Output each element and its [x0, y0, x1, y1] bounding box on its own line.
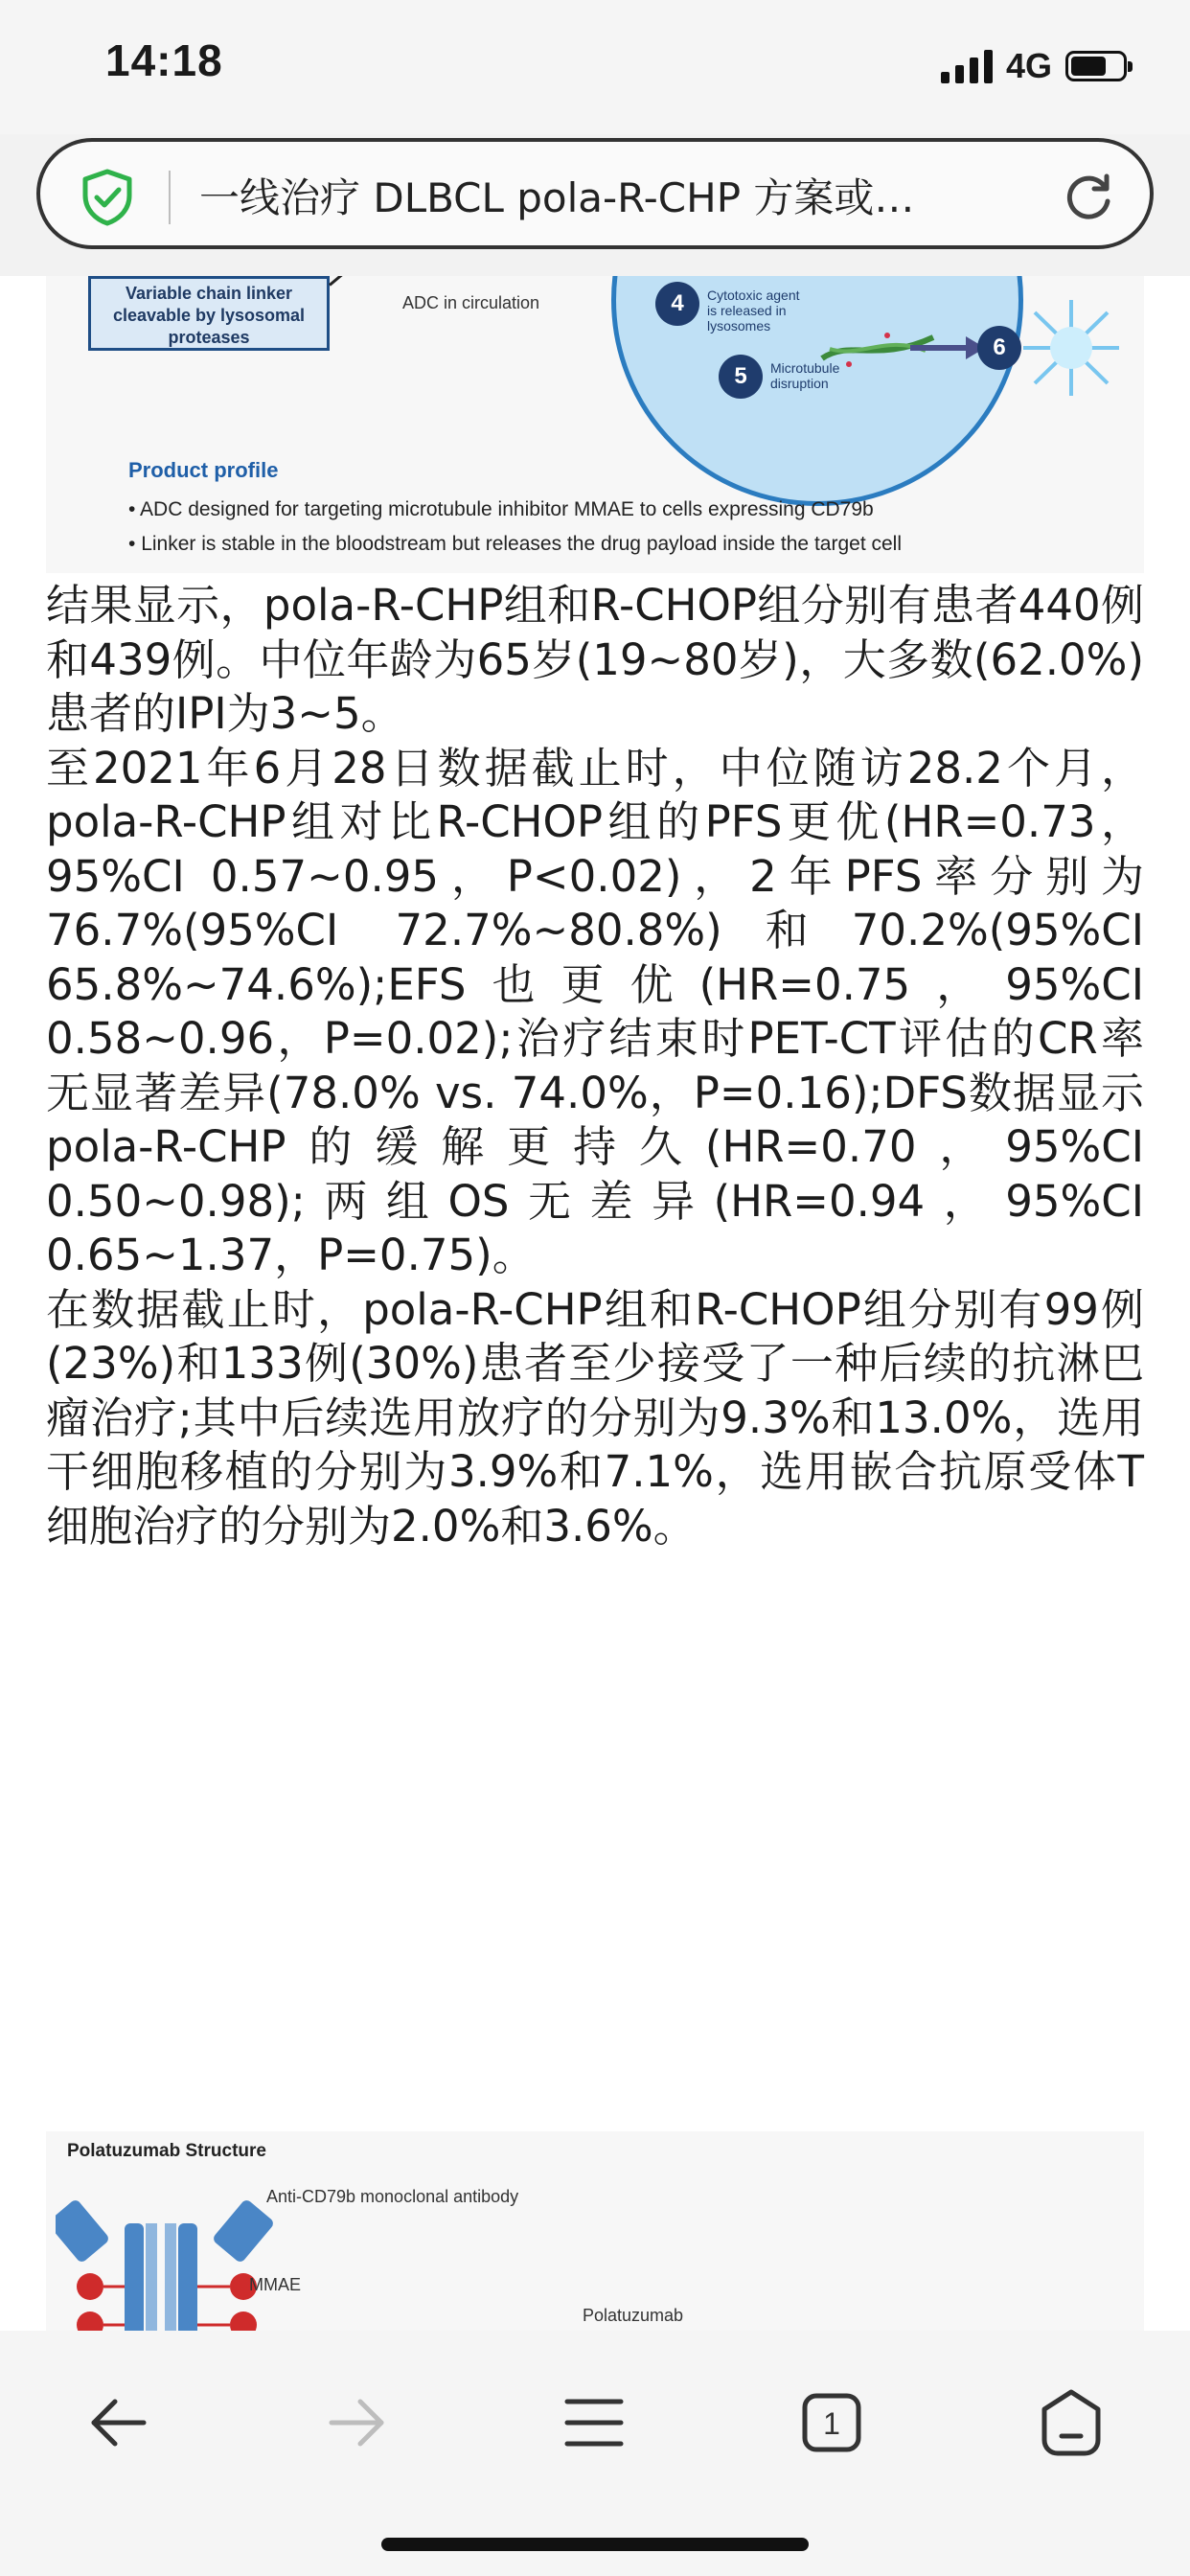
forward-arrow-icon[interactable]: [318, 2384, 395, 2461]
article-body: [46, 579, 1144, 1553]
polatuzumab-structure-figure: [46, 2131, 1144, 2331]
polatuzumab-label: Polatuzumab: [583, 2306, 684, 2325]
linker-label: Variable chain linker cleavable by lysosomal proteases: [88, 276, 330, 351]
figure-title: Polatuzumab Structure: [67, 2141, 266, 2161]
address-bar[interactable]: [36, 138, 1154, 249]
home-indicator[interactable]: [381, 2538, 809, 2551]
status-time: 14:18: [105, 35, 223, 85]
adc-mechanism-figure: [46, 276, 1144, 573]
menu-button[interactable]: [556, 2384, 632, 2461]
shield-check-icon[interactable]: [80, 169, 134, 226]
address-divider: [169, 171, 171, 224]
menu-icon[interactable]: [556, 2384, 632, 2461]
step-6-marker: 6: [977, 326, 1021, 370]
tab-count: 1: [823, 2406, 840, 2441]
product-profile-title: Product profile: [128, 458, 279, 482]
tabs-icon[interactable]: [793, 2384, 870, 2461]
mmae-label: MMAE: [249, 2275, 301, 2294]
step-4-label: Cytotoxic agent is released in lysosomes: [707, 288, 800, 334]
signal-icon: [941, 49, 993, 83]
battery-icon: [1065, 51, 1127, 81]
step-5-marker: 5: [719, 355, 763, 399]
cell-death-burst-icon: [1014, 295, 1129, 401]
home-button[interactable]: [1033, 2384, 1110, 2461]
bottom-toolbar: [0, 2331, 1190, 2576]
antibody-diagram: [56, 2166, 276, 2331]
step-4-marker: 4: [655, 282, 699, 326]
adc-circulation-label: ADC in circulation: [402, 293, 540, 312]
step-5-label: Microtubule disruption: [770, 360, 840, 391]
article-paragraph: 结果显示，pola-R-CHP组和R-CHOP组分别有患者440例和439例。中位年龄为65岁(19~80岁)，大多数(62.0%)患者的IPI为3~5。: [46, 580, 1144, 739]
back-button[interactable]: [80, 2384, 157, 2461]
status-indicators: [941, 46, 1127, 86]
linker-pointer: [329, 276, 375, 287]
article-paragraph: 至2021年6月28日数据截止时，中位随访28.2个月，pola-R-CHP组对比R-CHOP组的PFS更优(HR=0.73，95%CI 0.57~0.95，P<0.02)，2年PFS率分别为76.7%(95%CI 72.7%~80.8%)和70.2%(95%CI 65.8%~74.6%);EFS也更优(HR=0.75，95%CI 0.58~0.96，P=0.02);治疗结束时PET-CT评估的CR率无显著差异(78.0% vs. 74.0%，P=0.16);DFS数据显示pola-R-CHP的缓解更持久(HR=0.70，95%CI 0.50~0.98);两组OS无差异(HR=0.94，95%CI 0.65~1.37，P=0.75)。: [46, 742, 1144, 1280]
status-bar: [0, 0, 1190, 134]
profile-bullet: • Linker is stable in the bloodstream but releases the drug payload inside the target cell: [128, 533, 902, 555]
antibody-label: Anti-CD79b monoclonal antibody: [266, 2187, 519, 2206]
page-content[interactable]: [0, 276, 1190, 2331]
profile-bullet: • ADC designed for targeting microtubule inhibitor MMAE to cells expressing CD79b: [128, 498, 874, 520]
arrow-icon: [910, 334, 987, 362]
back-arrow-icon[interactable]: [80, 2384, 157, 2461]
home-icon[interactable]: [1033, 2384, 1110, 2461]
article-paragraph: 在数据截止时，pola-R-CHP组和R-CHOP组分别有99例(23%)和133例(30%)患者至少接受了一种后续的抗淋巴瘤治疗;其中后续选用放疗的分别为9.3%和13.0%，选用干细胞移植的分别为3.9%和7.1%，选用嵌合抗原受体T细胞治疗的分别为2.0%和3.6%。: [46, 1283, 1144, 1552]
tabs-button[interactable]: [793, 2384, 870, 2461]
network-label: 4G: [1005, 46, 1052, 85]
forward-button[interactable]: [318, 2384, 395, 2461]
page-title[interactable]: 一线治疗 DLBCL pola-R-CHP 方案或…: [199, 174, 915, 221]
reload-icon[interactable]: [1062, 171, 1115, 224]
